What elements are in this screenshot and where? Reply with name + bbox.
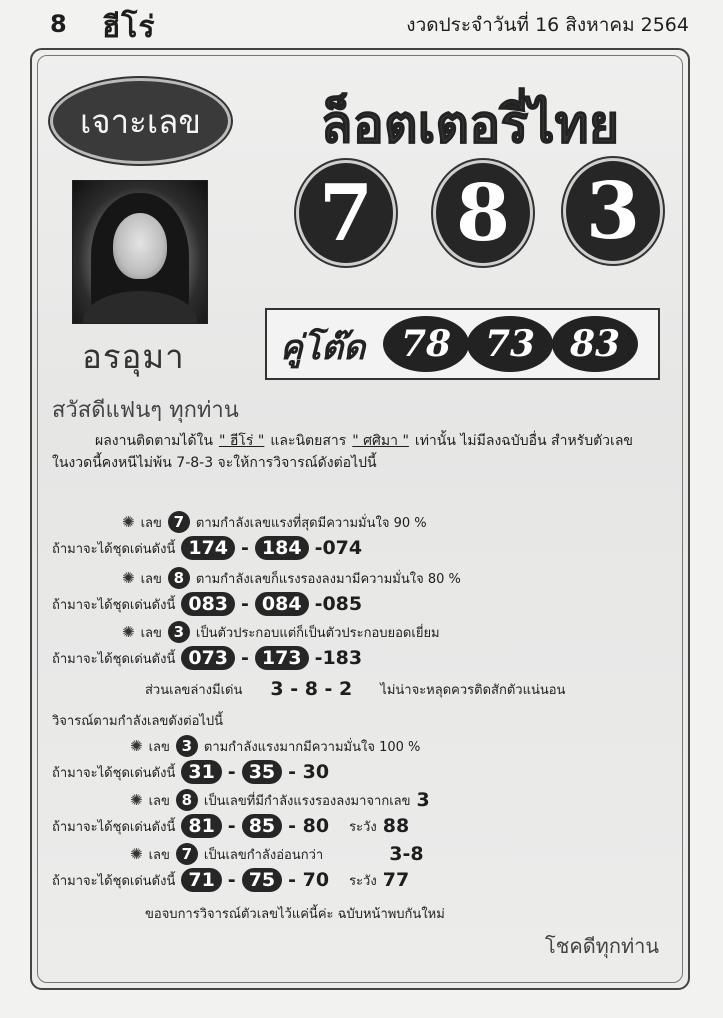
analysis-item (122, 511, 427, 533)
result-row: ถ้ามาจะได้ชุดเด่นดังนี้ 31 - 35 - 30 (52, 761, 330, 783)
result-set: 71 (181, 868, 221, 892)
result-set: 073 (181, 646, 235, 670)
analysis-prefix: เลข (148, 847, 170, 863)
result-extra: - 30 (288, 761, 330, 783)
intro-text-1: ผลงานติดตามได้ใน (95, 433, 213, 449)
column-badge (50, 78, 231, 164)
intro-line-1 (95, 430, 633, 452)
result-extra: - 70 (288, 869, 330, 891)
analysis-item (130, 735, 420, 757)
analysis-digit: 3 (168, 621, 190, 643)
result-set: 81 (181, 814, 221, 838)
flower-bullet-icon: ✺ (130, 791, 143, 809)
signoff: โชคดีทุกท่าน (545, 934, 660, 958)
flower-bullet-icon: ✺ (122, 569, 135, 587)
result-set: 31 (181, 760, 221, 784)
intro-text-3: เท่านั้น ไม่มีลงฉบับอื่น สำหรับตัวเลข (414, 433, 633, 449)
intro-text-2: และนิตยสาร (270, 433, 347, 449)
main-number-1: 7 (296, 160, 396, 266)
analysis-digit: 3 (176, 735, 198, 757)
flower-bullet-icon: ✺ (122, 623, 135, 641)
two-digit-heading: วิจารณ์ตามกำลังเลขดังต่อไปนี้ (52, 714, 224, 729)
intro-line-2: ในงวดนี้คงหนีไม่พ้น 7-8-3 จะให้การวิจารณ์ดังต่อไปนี้ (52, 455, 377, 471)
result-set: 174 (181, 536, 235, 560)
issue-date: งวดประจำวันที่ 16 สิงหาคม 2564 (406, 14, 689, 36)
analysis-desc-number: 3-8 (389, 843, 424, 865)
result-row: ถ้ามาจะได้ชุดเด่นดังนี้ 71 - 75 - 70 ระวัง 77 (52, 869, 410, 891)
analysis-digit: 7 (168, 511, 190, 533)
watch-number: 77 (382, 869, 410, 891)
result-set: 75 (242, 868, 282, 892)
analysis-prefix: เลข (148, 793, 170, 809)
result-lead: ถ้ามาจะได้ชุดเด่นดังนี้ (52, 873, 176, 889)
result-row: ถ้ามาจะได้ชุดเด่นดังนี้ 073 - 173 -183 (52, 647, 363, 669)
analysis-prefix: เลข (140, 571, 162, 587)
result-extra: - 80 (288, 815, 330, 837)
result-extra: -085 (314, 593, 363, 615)
result-row: ถ้ามาจะได้ชุดเด่นดังนี้ 174 - 184 -074 (52, 537, 363, 559)
column-label: เจาะเลข (80, 101, 201, 141)
analysis-desc: ตามกำลังเลขแรงที่สุดมีความมั่นใจ 90 % (195, 515, 427, 531)
result-lead: ถ้ามาจะได้ชุดเด่นดังนี้ (52, 819, 176, 835)
result-lead: ถ้ามาจะได้ชุดเด่นดังนี้ (52, 651, 176, 667)
main-number-3: 3 (563, 158, 663, 264)
bottom-note-label: ส่วนเลขล่างมีเด่น (145, 682, 243, 698)
result-row: ถ้ามาจะได้ชุดเด่นดังนี้ 083 - 084 -085 (52, 593, 363, 615)
bottom-note-text: ไม่น่าจะหลุดควรติดสักตัวแน่นอน (380, 682, 566, 698)
flower-bullet-icon: ✺ (130, 737, 143, 755)
analysis-item (130, 789, 430, 811)
magazine-name: ฮีโร่ (102, 10, 156, 45)
intro-magazine-2: " ศศิมา " (352, 433, 409, 449)
watch-label: ระวัง (349, 819, 377, 835)
analysis-desc: เป็นเลขที่มีกำลังแรงรองลงมาจากเลข (203, 793, 411, 809)
analysis-item (122, 621, 440, 643)
pair-number-1: 78 (383, 316, 469, 372)
analysis-desc: ตามกำลังแรงมากมีความมั่นใจ 100 % (203, 739, 421, 755)
result-set: 173 (255, 646, 309, 670)
result-set: 083 (181, 592, 235, 616)
result-extra: -183 (314, 647, 363, 669)
result-extra: -074 (314, 537, 363, 559)
result-lead: ถ้ามาจะได้ชุดเด่นดังนี้ (52, 541, 176, 557)
author-name: อรอุมา (82, 337, 185, 376)
analysis-prefix: เลข (140, 625, 162, 641)
analysis-digit: 8 (168, 567, 190, 589)
bottom-digits-note (145, 678, 565, 700)
analysis-digit: 7 (176, 843, 198, 865)
watch-number: 88 (382, 815, 410, 837)
greeting: สวัสดีแฟนๆ ทุกท่าน (52, 398, 239, 423)
author-photo (72, 180, 208, 324)
result-lead: ถ้ามาจะได้ชุดเด่นดังนี้ (52, 765, 176, 781)
result-set: 084 (255, 592, 309, 616)
page-number: 8 (50, 10, 67, 38)
analysis-item (130, 843, 424, 865)
flower-bullet-icon: ✺ (122, 513, 135, 531)
pair-number-2: 73 (467, 316, 553, 372)
bottom-note-digits: 3 - 8 - 2 (270, 678, 353, 700)
analysis-desc: เป็นเลขกำลังอ่อนกว่า (203, 847, 324, 863)
pair-number-3: 83 (552, 316, 638, 372)
analysis-desc: เป็นตัวประกอบแต่ก็เป็นตัวประกอบยอดเยี่ยม (195, 625, 440, 641)
closing-text: ขอจบการวิจารณ์ตัวเลขไว้แค่นี้ค่ะ ฉบับหน้าพบกันใหม่ (145, 907, 445, 922)
analysis-item (122, 567, 461, 589)
result-set: 35 (242, 760, 282, 784)
pairs-label: คู่โต๊ด (280, 328, 366, 368)
analysis-digit: 8 (176, 789, 198, 811)
analysis-prefix: เลข (140, 515, 162, 531)
flower-bullet-icon: ✺ (130, 845, 143, 863)
result-row: ถ้ามาจะได้ชุดเด่นดังนี้ 81 - 85 - 80 ระวัง 88 (52, 815, 410, 837)
result-lead: ถ้ามาจะได้ชุดเด่นดังนี้ (52, 597, 176, 613)
main-number-2: 8 (433, 160, 533, 266)
article-title: ล็อตเตอรี่ไทย (320, 95, 620, 155)
analysis-desc: ตามกำลังเลขก็แรงรองลงมามีความมั่นใจ 80 % (195, 571, 461, 587)
result-set: 85 (242, 814, 282, 838)
watch-label: ระวัง (349, 873, 377, 889)
analysis-desc-number: 3 (416, 789, 430, 811)
result-set: 184 (255, 536, 309, 560)
intro-magazine-1: " ฮีโร่ " (218, 433, 265, 449)
analysis-prefix: เลข (148, 739, 170, 755)
